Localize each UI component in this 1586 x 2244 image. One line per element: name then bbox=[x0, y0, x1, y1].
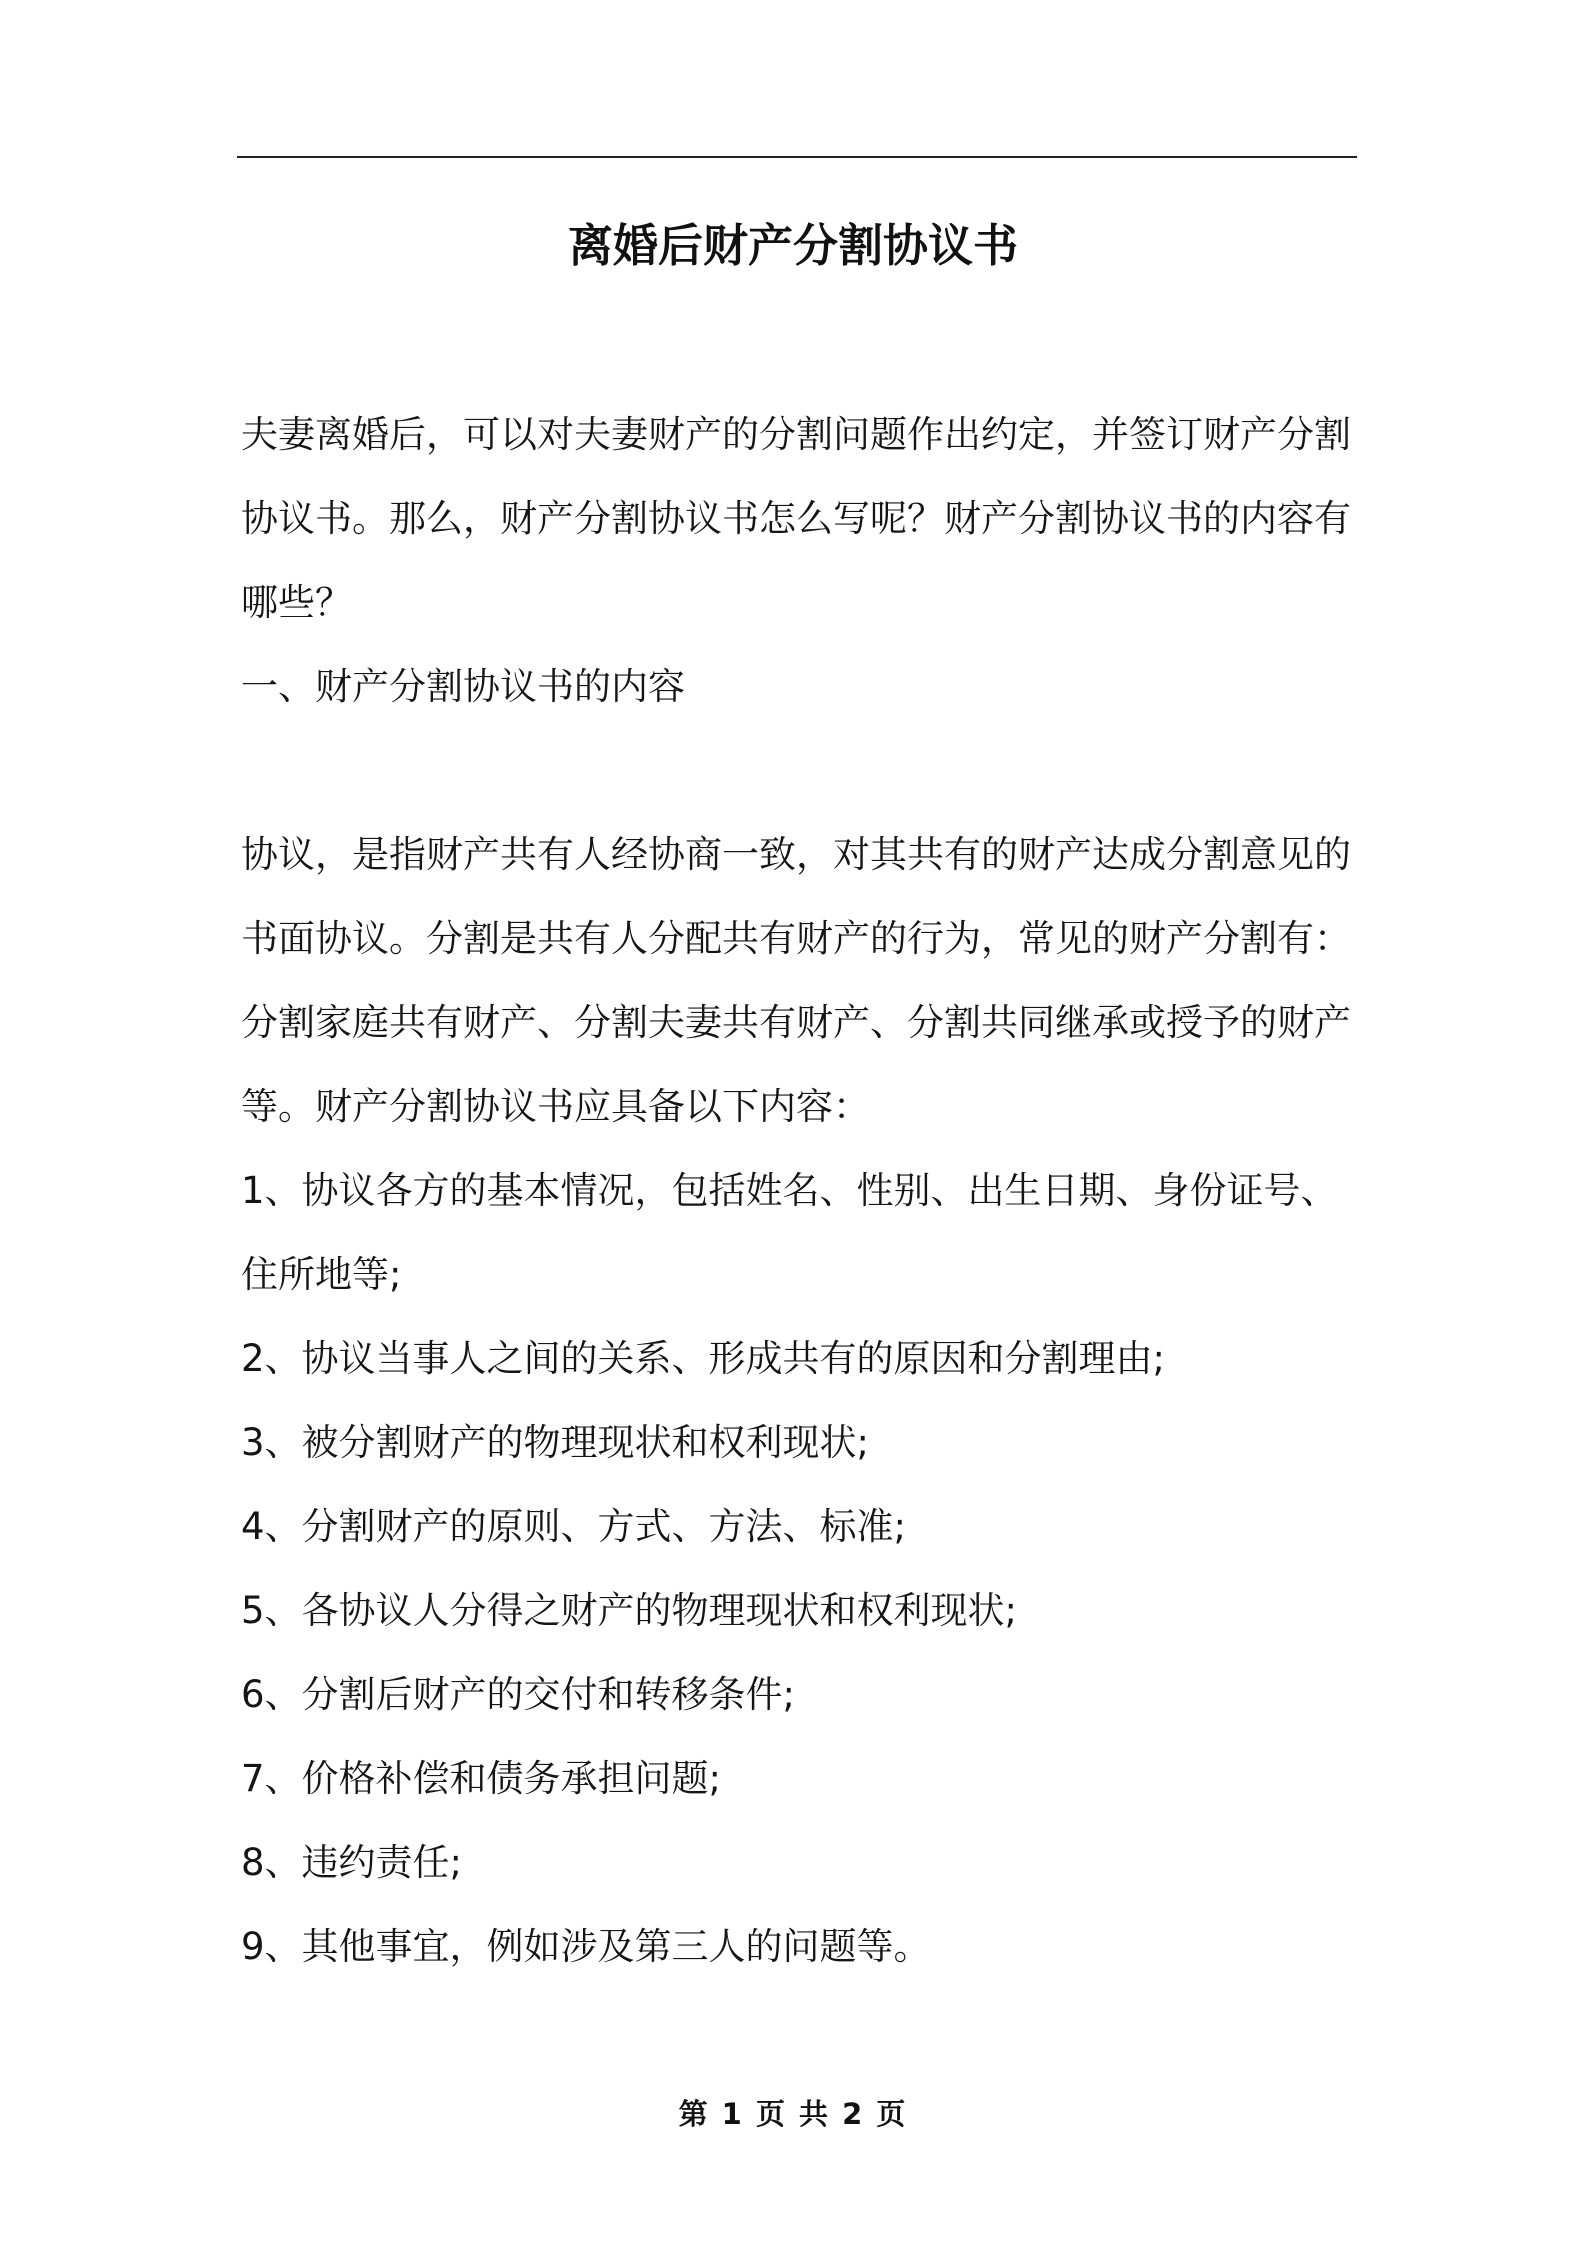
intro-line-3: 哪些？ bbox=[241, 581, 352, 624]
definition-line-3: 分割家庭共有财产、分割夫妻共有财产、分割共同继承或授予的财产 bbox=[241, 1001, 1351, 1044]
intro-line-1: 夫妻离婚后，可以对夫妻财产的分割问题作出约定，并签订财产分割 bbox=[241, 413, 1351, 456]
list-item-1-continued: 住所地等; bbox=[241, 1253, 402, 1296]
list-item-5: 5、各协议人分得之财产的物理现状和权利现状; bbox=[241, 1589, 1018, 1632]
list-item-4: 4、分割财产的原则、方式、方法、标准; bbox=[241, 1505, 907, 1548]
list-item-1: 1、协议各方的基本情况，包括姓名、性别、出生日期、身份证号、 bbox=[241, 1169, 1338, 1212]
page-number-footer: 第 1 页 共 2 页 bbox=[678, 2097, 908, 2131]
section-heading: 一、财产分割协议书的内容 bbox=[241, 665, 685, 708]
list-item-3: 3、被分割财产的物理现状和权利现状; bbox=[241, 1421, 870, 1464]
list-item-7: 7、价格补偿和债务承担问题; bbox=[241, 1757, 722, 1800]
list-item-9: 9、其他事宜，例如涉及第三人的问题等。 bbox=[241, 1925, 931, 1968]
document-title: 离婚后财产分割协议书 bbox=[567, 219, 1018, 272]
definition-line-2: 书面协议。分割是共有人分配共有财产的行为，常见的财产分割有： bbox=[241, 917, 1351, 960]
list-item-6: 6、分割后财产的交付和转移条件; bbox=[241, 1673, 796, 1716]
list-item-8: 8、违约责任; bbox=[241, 1841, 463, 1884]
definition-line-4: 等。财产分割协议书应具备以下内容： bbox=[241, 1085, 870, 1128]
header-rule bbox=[237, 156, 1357, 158]
definition-line-1: 协议，是指财产共有人经协商一致，对其共有的财产达成分割意见的 bbox=[241, 833, 1351, 876]
list-item-2: 2、协议当事人之间的关系、形成共有的原因和分割理由; bbox=[241, 1337, 1166, 1380]
intro-line-2: 协议书。那么，财产分割协议书怎么写呢？财产分割协议书的内容有 bbox=[241, 497, 1351, 540]
